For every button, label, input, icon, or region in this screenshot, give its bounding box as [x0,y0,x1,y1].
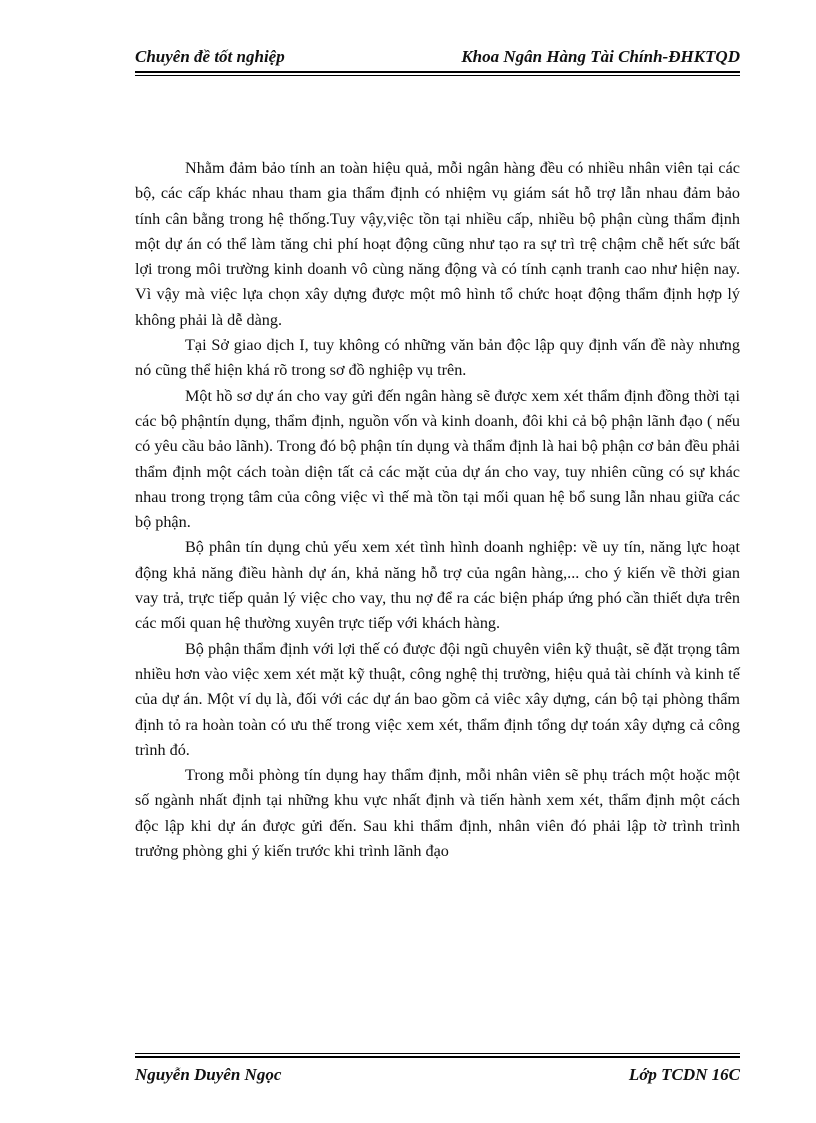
footer-author: Nguyễn Duyên Ngọc [135,1065,282,1084]
footer-class: Lớp TCDN 16C [628,1065,740,1084]
body-text [135,156,740,864]
paragraph: Tại Sở giao dịch I, tuy không có những văn bản độc lập quy định vấn đề này nhưng nó cũng thể hiện khá rõ trong sơ đồ nghiệp vụ trên. [135,336,740,380]
header-thesis-title: Chuyên đề tốt nghiệp [135,47,285,66]
page-header [135,44,740,70]
paragraph: Bộ phân tín dụng chủ yếu xem xét tình hình doanh nghiệp: về uy tín, năng lực hoạt động khả năng điều hành dự án, khả năng hỗ trợ của ngân hàng,... cho ý kiến về thời gian vay trả, trực tiếp quản lý việc cho vay, thu nợ để ra các biện pháp ứng phó cần thiết dựa trên các mối quan hệ thường xuyên trực tiếp với khách hàng. [135,538,740,633]
page-footer [135,1062,740,1088]
paragraph: Trong mỗi phòng tín dụng hay thẩm định, mỗi nhân viên sẽ phụ trách một hoặc một số ngành nhất định tại những khu vực nhất định và tiến hành xem xét, thẩm định một cách độc lập khi dự án được gửi đến. Sau khi thẩm định, nhân viên đó phải lập tờ trình trình trưởng phòng ghi ý kiến trước khi trình lãnh đạo [135,766,740,861]
paragraph: Một hồ sơ dự án cho vay gửi đến ngân hàng sẽ được xem xét thẩm định đồng thời tại các bộ phậntín dụng, thẩm định, nguồn vốn và kinh doanh, đôi khi cả bộ phận lãnh đạo ( nếu có yêu cầu bảo lãnh). Trong đó bộ phận tín dụng và thẩm định là hai bộ phận cơ bản đều phải thẩm định một cách toàn diện tất cả các mặt của dự án cho vay, tuy nhiên cũng có sự khác nhau trong trọng tâm của công việc vì thế mà tồn tại mối quan hệ bổ sung lẫn nhau giữa các bộ phận. [135,386,740,532]
paragraph: Nhằm đảm bảo tính an toàn hiệu quả, mỗi ngân hàng đều có nhiều nhân viên tại các bộ, các cấp khác nhau tham gia thẩm định có nhiệm vụ giám sát hỗ trợ lẫn nhau đảm bảo tính cân bằng trong hệ thống.Tuy vậy,việc tồn tại nhiều cấp, nhiều bộ phận cùng thẩm định một dự án có thể làm tăng chi phí hoạt động cũng như tạo ra sự trì trệ chậm chễ hết sức bất lợi trong môi trường kinh doanh vô cùng năng động và có tính cạnh tranh cao như hiện nay. Vì vậy mà việc lựa chọn xây dựng được một mô hình tổ chức hoạt động thẩm định hợp lý không phải là dễ dàng. [135,159,740,329]
header-rule-thin [135,75,740,76]
footer-rule-thick [135,1056,740,1058]
footer-rule-thin [135,1053,740,1054]
header-faculty: Khoa Ngân Hàng Tài Chính-ĐHKTQD [461,47,740,66]
header-rule-thick [135,71,740,73]
paragraph: Bộ phận thẩm định với lợi thế có được đội ngũ chuyên viên kỹ thuật, sẽ đặt trọng tâm nhiều hơn vào việc xem xét mặt kỹ thuật, công nghệ thị trường, hiệu quả tài chính và kinh tế của dự án. Một ví dụ là, đối với các dự án bao gồm cả viêc xây dựng, cán bộ tại phòng thẩm định tỏ ra hoàn toàn có ưu thế trong việc xem xét, thẩm định tổng dự toán xây dựng cả công trình đó. [135,639,740,759]
